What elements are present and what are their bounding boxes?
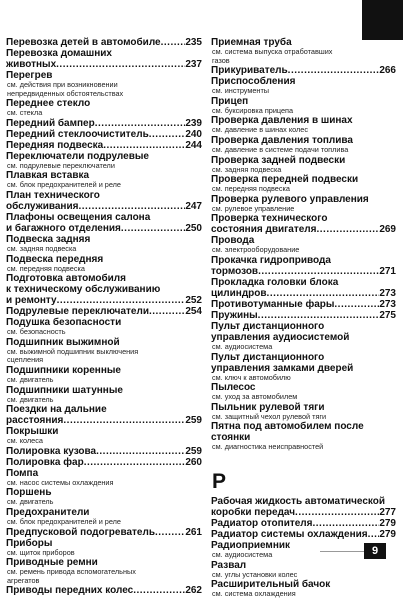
index-entry <box>211 321 396 352</box>
index-entry <box>211 115 396 135</box>
index-entry <box>6 37 202 48</box>
dot-leader <box>161 37 186 48</box>
page-ref: 279 <box>379 517 396 529</box>
page-ref: 261 <box>185 526 202 538</box>
entry-term: Передняя подвеска <box>6 139 104 151</box>
entry-term: Подвеска передняя <box>6 253 104 265</box>
index-entry <box>211 277 396 299</box>
dot-leader <box>267 288 380 299</box>
dot-leader <box>57 295 186 306</box>
entry-term: коробки передач <box>211 506 296 518</box>
page-ref: 279 <box>379 528 396 540</box>
index-entry <box>211 96 396 116</box>
see-reference: агрегатов <box>7 575 40 585</box>
entry-line <box>6 140 202 151</box>
page-ref: 240 <box>185 128 202 140</box>
entry-term: Плафоны освещения салона <box>6 211 151 223</box>
entry-term: Подшипники коренные <box>6 364 121 376</box>
entry-line <box>211 266 396 277</box>
index-entry <box>6 170 202 190</box>
entry-term: Пульт дистанционного <box>211 320 325 332</box>
entry-term: Подшипник выжимной <box>6 336 120 348</box>
see-reference: см. двигатель <box>7 374 54 384</box>
page-ref: 252 <box>185 295 202 307</box>
index-entry <box>211 382 396 402</box>
entry-line <box>6 201 202 212</box>
dot-leader <box>334 299 379 310</box>
page-ref: 266 <box>379 65 396 77</box>
index-entry <box>211 560 396 580</box>
entry-line <box>6 527 202 538</box>
page-ref: 260 <box>185 456 202 468</box>
index-entry <box>6 118 202 129</box>
entry-term: Противотуманные фары <box>211 298 335 310</box>
index-entry <box>211 37 396 65</box>
dot-leader <box>121 223 185 234</box>
see-reference: см. уход за автомобилем <box>212 392 298 402</box>
entry-term: Приборы <box>6 537 53 549</box>
see-reference: см. насос системы охлаждения <box>7 477 114 487</box>
page-number: 9 <box>364 543 386 559</box>
see-reference: см. выжимной подшипник выключения <box>7 346 139 356</box>
index-entry <box>211 235 396 255</box>
entry-line <box>6 37 202 48</box>
see-reference: см. диагностика неисправностей <box>212 442 324 452</box>
page-ref: 259 <box>185 445 202 457</box>
index-entry <box>6 129 202 140</box>
dot-leader <box>258 266 379 277</box>
entry-term: Пылесос <box>211 382 256 394</box>
entry-term: Полировка кузова <box>6 445 97 457</box>
index-entry <box>211 352 396 383</box>
index-entry <box>211 299 396 310</box>
see-reference: см. инструменты <box>212 86 270 96</box>
page-ref: 239 <box>185 117 202 129</box>
entry-term: Приводы передних колес <box>6 585 134 597</box>
see-reference: см. защитный чехол рулевой тяги <box>212 411 327 421</box>
entry-term: Поршень <box>6 487 52 499</box>
entry-term: Приспособления <box>211 76 296 88</box>
entry-term: Провода <box>211 235 255 247</box>
page-ref: 269 <box>379 224 396 236</box>
entry-term: Прокачка гидропривода <box>211 254 331 266</box>
entry-term: Расширительный бачок <box>211 579 331 591</box>
entry-term: Проверка давления топлива <box>211 134 353 146</box>
see-reference: см. действия при возникновении <box>7 80 118 89</box>
dot-leader <box>63 415 185 426</box>
index-entry <box>211 579 396 599</box>
dot-leader <box>149 129 186 140</box>
index-entry <box>6 337 202 365</box>
index-entry <box>6 527 202 538</box>
entry-term: Перевозка домашних <box>6 48 112 59</box>
entry-term: Проверка задней подвески <box>211 154 346 166</box>
index-entry <box>6 317 202 337</box>
entry-line <box>6 118 202 129</box>
entry-term: Передний стеклоочиститель <box>6 128 149 140</box>
index-entry <box>211 155 396 175</box>
index-entry <box>211 421 396 452</box>
see-reference: см. аудиосистема <box>212 341 273 351</box>
entry-term: Проверка рулевого управления <box>211 193 369 205</box>
page-ref: 235 <box>185 37 202 48</box>
entry-term: тормозов <box>211 265 259 277</box>
page-ref: 244 <box>185 139 202 151</box>
index-entry <box>211 194 396 214</box>
entry-term: Развал <box>211 559 247 571</box>
entry-line <box>211 224 396 235</box>
entry-term: Проверка давления в шинах <box>211 115 353 127</box>
index-entry <box>6 426 202 446</box>
index-entry <box>6 70 202 98</box>
index-entry <box>6 557 202 585</box>
index-entry <box>6 306 202 317</box>
entry-term: Приводные ремни <box>6 557 98 569</box>
index-entry <box>6 140 202 151</box>
entry-line <box>6 295 202 306</box>
index-entry <box>6 254 202 274</box>
see-reference: см. углы установки колес <box>212 569 298 579</box>
index-entry <box>6 585 202 596</box>
dot-leader <box>133 585 185 596</box>
index-entry <box>6 98 202 118</box>
entry-term: Поездки на дальние <box>6 404 107 416</box>
entry-term: Прикуриватель <box>211 65 288 77</box>
entry-term: Приемная труба <box>211 37 292 48</box>
index-entry <box>6 457 202 468</box>
entry-term: Переднее стекло <box>6 98 91 110</box>
entry-term: Пыльник рулевой тяги <box>211 401 325 413</box>
index-entry <box>211 76 396 96</box>
entry-line <box>6 129 202 140</box>
see-reference: см. задняя подвеска <box>212 164 282 174</box>
index-entry <box>6 446 202 457</box>
see-reference: см. ключ к автомобилю <box>212 372 291 382</box>
entry-line <box>6 306 202 317</box>
entry-term: Предпусковой подогреватель <box>6 526 155 538</box>
dot-leader <box>95 118 186 129</box>
index-entry <box>211 65 396 76</box>
entry-line <box>211 507 396 518</box>
entry-term: Передний бампер <box>6 117 95 129</box>
entry-line <box>211 518 396 529</box>
index-entry <box>6 468 202 488</box>
entry-term: План технического <box>6 189 100 201</box>
see-reference: см. рулевое управление <box>212 203 295 213</box>
dot-leader <box>96 446 185 457</box>
entry-term: к техническому обслуживанию <box>6 284 161 296</box>
see-reference: см. подрулевые переключатели <box>7 160 115 170</box>
dot-leader <box>368 529 380 540</box>
index-entry <box>211 255 396 277</box>
index-entry <box>6 48 202 70</box>
top-corner-block <box>362 0 403 40</box>
index-entry <box>211 496 396 518</box>
entry-line <box>211 299 396 310</box>
see-reference: см. электрооборудование <box>212 245 300 255</box>
entry-term: Рабочая жидкость автоматической <box>211 495 386 507</box>
entry-term: Подрулевые переключатели <box>6 306 149 318</box>
see-reference: см. колеса <box>7 436 43 446</box>
page-ref: 247 <box>185 200 202 212</box>
index-entry <box>211 213 396 235</box>
dot-leader <box>84 457 186 468</box>
see-reference: см. аудиосистема <box>212 549 273 559</box>
dot-leader <box>103 140 185 151</box>
see-reference: см. давление в системе подачи топлива <box>212 144 349 154</box>
entry-term: Пятна под автомобилем после <box>211 421 364 433</box>
see-reference: непредвиденных обстоятельствах <box>7 88 124 98</box>
entry-term: Подушка безопасности <box>6 317 122 329</box>
entry-term: Проверка технического <box>211 213 328 225</box>
page-ref: 271 <box>379 265 396 277</box>
entry-line <box>211 529 396 540</box>
dot-leader <box>78 201 185 212</box>
entry-term: животных <box>6 59 57 70</box>
entry-term: Перегрев <box>6 70 53 81</box>
dot-leader <box>295 507 379 518</box>
dot-leader <box>317 224 380 235</box>
page-ref: 237 <box>185 59 202 70</box>
entry-term: состояния двигателя <box>211 224 317 236</box>
entry-line <box>211 65 396 76</box>
entry-term: Плавкая вставка <box>6 170 90 182</box>
entry-line <box>6 223 202 234</box>
see-reference: см. задняя подвеска <box>7 243 77 253</box>
entry-term: Радиоприемник <box>211 539 291 551</box>
see-reference: см. безопасность <box>7 327 66 337</box>
index-entry <box>211 310 396 321</box>
entry-term: управления замками дверей <box>211 362 354 374</box>
entry-term: Радиатор системы охлаждения <box>211 528 368 540</box>
footer-rule <box>320 551 364 552</box>
entry-term: стоянки <box>211 432 251 444</box>
see-reference: см. стекла <box>7 108 43 118</box>
index-entry <box>211 529 396 540</box>
entry-term: Предохранители <box>6 506 90 518</box>
index-entry <box>6 234 202 254</box>
see-reference: см. двигатель <box>7 394 54 404</box>
page-ref: 254 <box>185 306 202 318</box>
see-reference: газов <box>212 55 230 65</box>
entry-term: Прицеп <box>211 95 249 107</box>
entry-term: Помпа <box>6 467 39 479</box>
entry-term: расстояния <box>6 415 64 427</box>
page-ref: 250 <box>185 222 202 234</box>
entry-term: и ремонту <box>6 295 57 307</box>
index-entry <box>6 212 202 234</box>
entry-term: управления аудиосистемой <box>211 331 350 343</box>
dot-leader <box>149 306 185 317</box>
see-reference: см. давление в шинах колес <box>212 125 308 135</box>
see-reference: сцепления <box>7 355 44 365</box>
entry-term: Проверка передней подвески <box>211 174 359 186</box>
see-reference: см. система охлаждения <box>212 589 296 599</box>
index-entry <box>211 402 396 422</box>
page-ref: 277 <box>379 506 396 518</box>
dot-leader <box>155 527 185 538</box>
see-reference: см. буксировка прицепа <box>212 105 294 115</box>
index-group-p <box>211 37 396 452</box>
entry-term: Пульт дистанционного <box>211 351 325 363</box>
see-reference: см. двигатель <box>7 497 54 507</box>
entry-term: Радиатор отопителя <box>211 517 313 529</box>
index-entry <box>6 507 202 527</box>
see-reference: см. щиток приборов <box>7 547 75 557</box>
entry-term: Подготовка автомобиля <box>6 273 126 285</box>
entry-term: Перевозка детей в автомобиле <box>6 37 161 48</box>
dot-leader <box>56 59 185 70</box>
index-column-right <box>211 37 396 599</box>
section-letter: Р <box>212 469 227 493</box>
page-ref: 273 <box>379 287 396 299</box>
index-entry <box>6 487 202 507</box>
index-entry <box>6 151 202 171</box>
page-ref: 262 <box>185 585 202 597</box>
entry-line <box>6 446 202 457</box>
see-reference: см. блок предохранителей и реле <box>7 516 121 526</box>
entry-line <box>211 310 396 321</box>
see-reference: см. блок предохранителей и реле <box>7 180 121 190</box>
entry-term: Пружины <box>211 309 258 321</box>
index-entry <box>6 404 202 426</box>
entry-line <box>6 457 202 468</box>
entry-term: Переключатели подрулевые <box>6 150 149 162</box>
dot-leader <box>258 310 380 321</box>
entry-line <box>6 415 202 426</box>
index-entry <box>211 135 396 155</box>
see-reference: см. передняя подвеска <box>7 263 85 273</box>
index-entry <box>6 385 202 405</box>
entry-line <box>211 288 396 299</box>
index-entry <box>6 273 202 306</box>
see-reference: см. передняя подвеска <box>212 184 290 194</box>
entry-term: Подвеска задняя <box>6 233 91 245</box>
page-ref: 259 <box>185 415 202 427</box>
index-entry <box>211 518 396 529</box>
entry-line <box>6 59 202 70</box>
index-entry <box>211 174 396 194</box>
entry-term: цилиндров <box>211 287 267 299</box>
entry-term: и багажного отделения <box>6 222 121 234</box>
page-ref: 273 <box>379 298 396 310</box>
dot-leader <box>312 518 379 529</box>
index-entry <box>6 538 202 558</box>
entry-term: Покрышки <box>6 426 59 438</box>
see-reference: см. ремень привода вспомогательных <box>7 567 136 577</box>
dot-leader <box>288 65 380 76</box>
entry-term: Прокладка головки блока <box>211 276 339 288</box>
entry-term: Полировка фар <box>6 456 84 468</box>
entry-line <box>6 585 202 596</box>
entry-term: обслуживания <box>6 200 79 212</box>
see-reference: см. система выпуска отработавших <box>212 47 333 56</box>
entry-term: Подшипники шатунные <box>6 384 123 396</box>
index-column-left <box>6 37 202 596</box>
index-entry <box>6 365 202 385</box>
page-ref: 275 <box>379 309 396 321</box>
index-entry <box>6 190 202 212</box>
